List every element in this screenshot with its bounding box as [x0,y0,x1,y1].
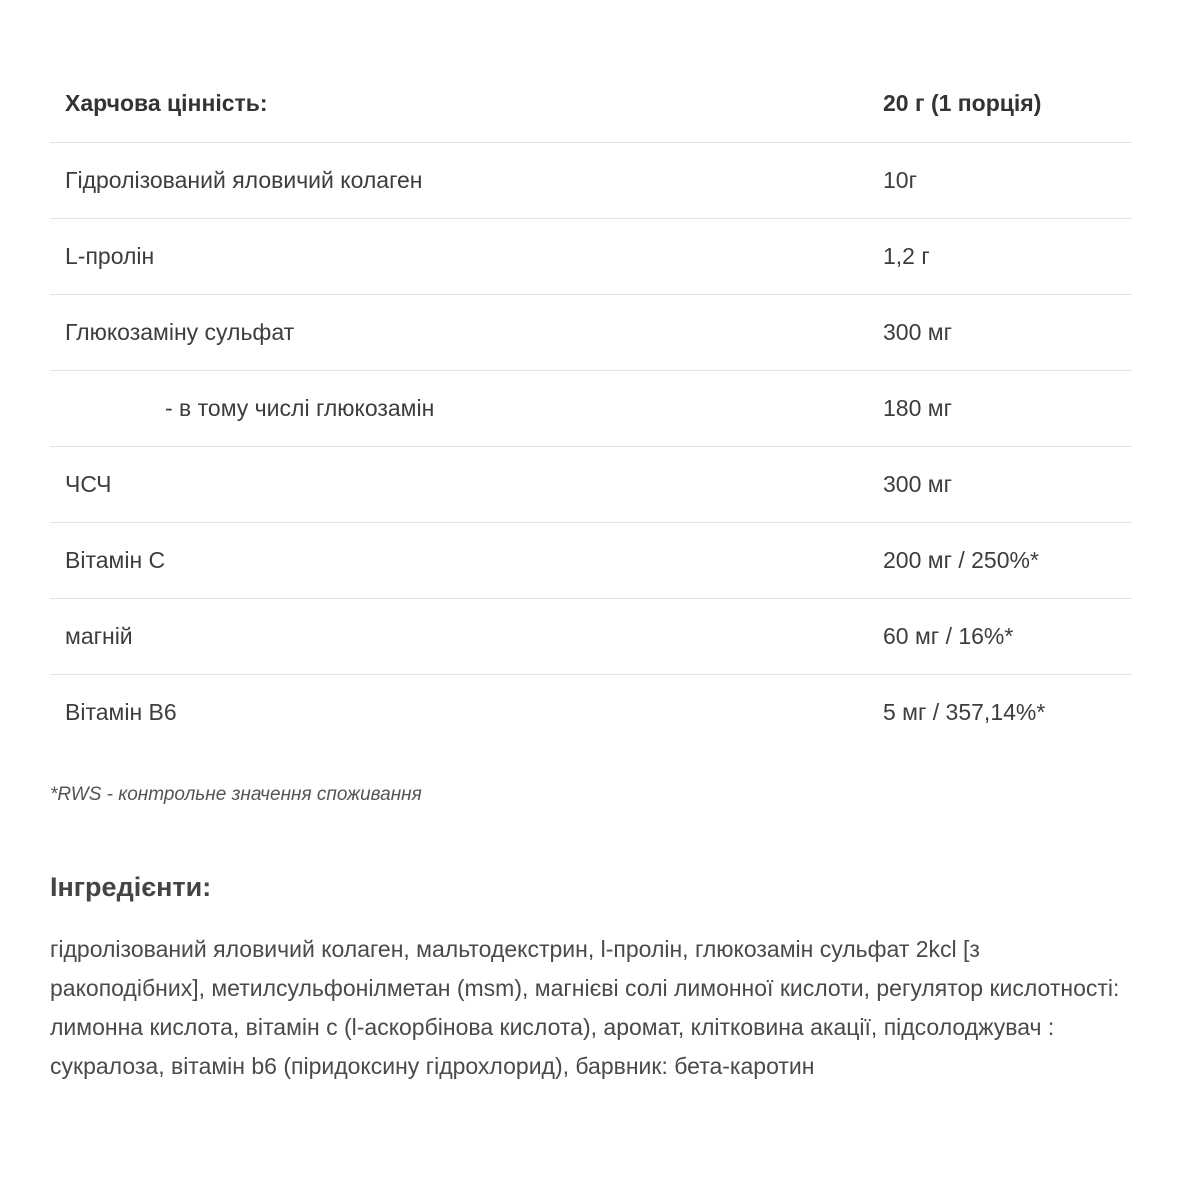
nutrient-amount: 1,2 г [868,218,1132,294]
nutrition-header-label: Харчова цінність: [50,66,868,142]
nutrient-name: Глюкозаміну сульфат [50,294,868,370]
nutrient-amount: 10г [868,142,1132,218]
nutrition-header-serving: 20 г (1 порція) [868,66,1132,142]
nutrient-name: L-пролін [50,218,868,294]
nutrient-name: магній [50,598,868,674]
table-row [50,674,1132,750]
rws-footnote: *RWS - контрольне значення споживання [50,784,422,805]
nutrient-amount: 60 мг / 16%* [868,598,1132,674]
nutrient-name-sub: - в тому числі глюкозамін [50,370,868,446]
nutrient-amount: 180 мг [868,370,1132,446]
nutrient-name: Вітамін В6 [65,698,177,725]
ingredients-text: гідролізований яловичий колаген, мальтодекстрин, l-пролін, глюкозамін сульфат 2kcl [з ракоподібних], метилсульфонілметан (msm), магнієві солі лимонної кислоти, регулятор кислотності: лимонна кислота, вітамін с (l-аскорбінова кислота), аромат, клітковина акації, підсолоджувач : сукралоза, вітамін b6 (піридоксину гідрохлорид), барвник: бета-каротин [50,936,1120,1079]
nutrient-name: Вітамін С [50,522,868,598]
table-row [50,294,1132,370]
table-row [50,142,1132,218]
nutrient-amount: 300 мг [868,446,1132,522]
nutrient-name: Гідролізований яловичий колаген [50,142,868,218]
table-row [50,522,1132,598]
table-row [50,598,1132,674]
nutrient-amount: 5 мг / 357,14%* [883,698,1046,725]
ingredients-heading: Інгредієнти: [50,872,212,902]
nutrient-amount: 300 мг [868,294,1132,370]
table-row [50,218,1132,294]
nutrition-header-row [50,66,1132,142]
table-row [50,370,1132,446]
table-row [50,446,1132,522]
nutrient-name: ЧСЧ [50,446,868,522]
nutrition-table [50,66,1132,750]
nutrient-amount: 200 мг / 250%* [868,522,1132,598]
